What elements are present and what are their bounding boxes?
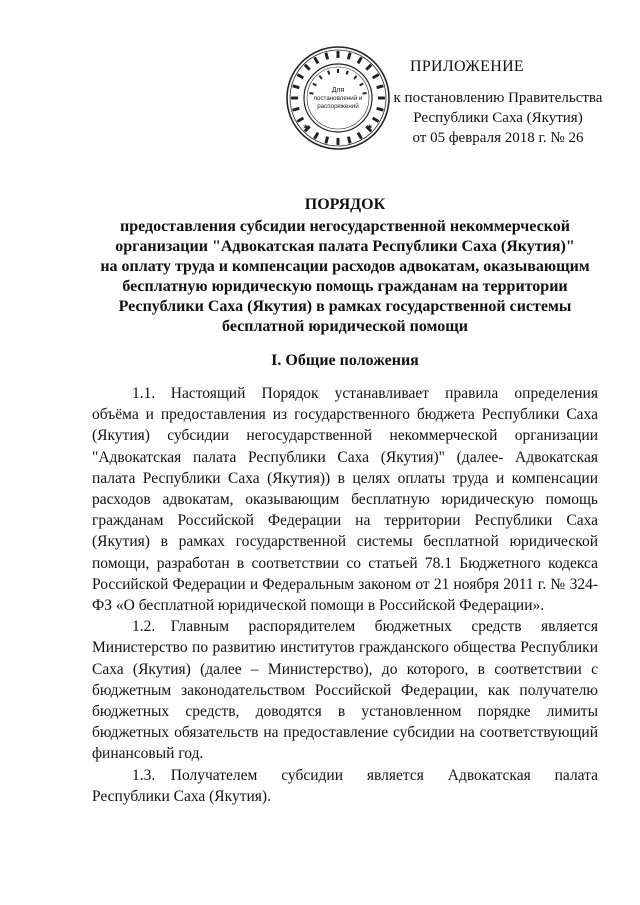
paragraph-1-3: 1.3. Получателем субсидии является Адвокатская палата Республики Саха (Якутия).: [92, 766, 598, 805]
svg-text:✶: ✶: [302, 123, 310, 133]
section-heading: I. Общие положения: [271, 352, 419, 369]
resolution-reference: [388, 88, 608, 148]
stamp-center-line1: Для: [331, 87, 345, 94]
paragraph-1-2: 1.2. Главным распорядителем бюджетных средств является Министерство по развитию институтов гражданского общества Республики Саха (Якутия) (далее – Министерство), до которого, в соответствии с бюджетным законодательством Российской Федерации, как получателю бюджетных средств, доводятся в установленном порядке лимиты бюджетных обязательств на предоставление субсидии на соответствующий финансовый год.: [92, 618, 598, 763]
seal-icon: [284, 44, 392, 152]
document-title-line-1: предоставления субсидии негосударственной некоммерческой: [120, 218, 570, 235]
official-seal-stamp: [284, 44, 392, 152]
document-title: [90, 195, 600, 337]
appendix-label: ПРИЛОЖЕНИЕ: [410, 58, 525, 75]
document-title-line-4: бесплатную юридическую помощь гражданам на территории: [122, 278, 568, 295]
document-title-line-3: на оплату труда и компенсации расходов адвокатам, оказывающим: [100, 258, 590, 275]
paragraph-1-1: 1.1. Настоящий Порядок устанавливает правила определения объёма и предоставления из государственного бюджета Республики Саха (Якутия) субсидии негосударственной некоммерческой организации "Адвокатская палата Республики Саха (Якутия)" (далее- Адвокатская палата Республики Саха (Якутия)) в целях оплаты труда и компенсации расходов адвокатам, оказывающим бесплатную юридическую помощь гражданам Российской Федерации на территории Республики Саха (Якутия) в рамках государственной системы бесплатной юридической помощи, разработан в соответствии со статьей 78.1 Бюджетного кодекса Российской Федерации и Федеральным законом от 21 ноября 2011 г. № 324-ФЗ «О бесплатной юридической помощи в Российской Федерации».: [92, 385, 598, 615]
document-title-line-2: организации "Адвокатская палата Республики Саха (Якутия)": [115, 238, 575, 255]
resolution-line-2: Республики Саха (Якутия): [413, 110, 583, 126]
stamp-center-line2: постановлений и: [313, 95, 363, 102]
resolution-line-1: к постановлению Правительства: [393, 90, 603, 106]
svg-text:✶: ✶: [366, 123, 374, 133]
resolution-line-3: от 05 февраля 2018 г. № 26: [412, 130, 584, 146]
document-title-line-6: бесплатной юридической помощи: [222, 318, 468, 335]
stamp-center-line3: распоряжений: [317, 103, 359, 110]
document-title-line-5: Республики Саха (Якутия) в рамках государственной системы: [118, 298, 572, 315]
document-body: [92, 383, 598, 807]
document-title-main: ПОРЯДОК: [304, 196, 386, 213]
